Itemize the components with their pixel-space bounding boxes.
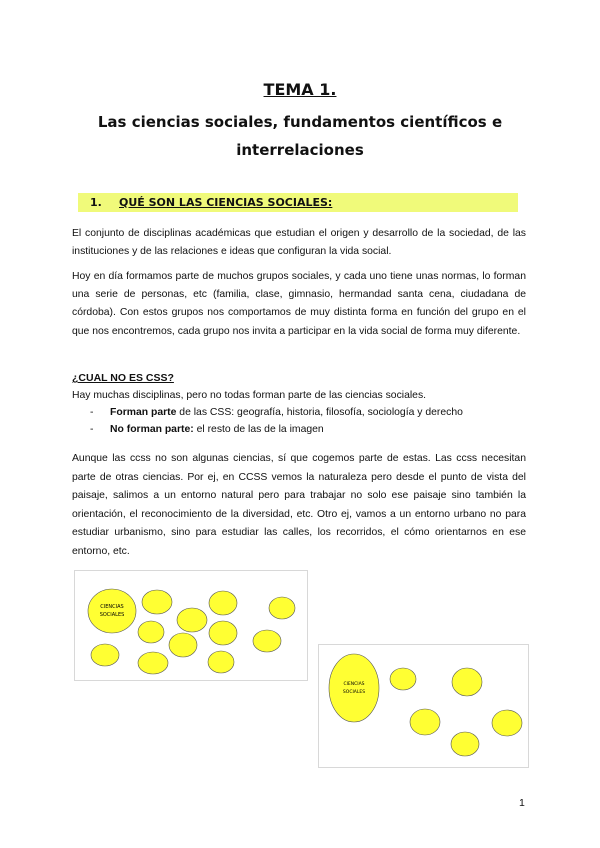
bullet-item — [90, 405, 463, 421]
bullet-bold: No forman parte: — [110, 424, 194, 435]
document-title — [40, 108, 560, 164]
bubble — [452, 668, 482, 696]
bubble — [269, 597, 295, 619]
bubble — [492, 710, 522, 736]
figure-all-disciplines — [74, 570, 308, 681]
bubble — [91, 644, 119, 666]
bubble-main-label-1: CIENCIAS — [343, 682, 365, 687]
bubble — [138, 621, 164, 643]
bubble-main — [329, 654, 379, 722]
subheading-not-css: ¿CUAL NO ES CSS? — [72, 372, 174, 384]
page-number: 1 — [519, 797, 525, 809]
section-heading — [78, 193, 518, 212]
bullet-item — [90, 422, 324, 438]
title-line-1: Las ciencias sociales, fundamentos científicos e — [97, 113, 503, 131]
bubble — [451, 732, 479, 756]
bullet-bold: Forman parte — [110, 407, 177, 418]
tema-title: TEMA 1. — [263, 80, 337, 99]
bubble-main-label-2: SOCIALES — [342, 690, 366, 695]
bullet-dash: - — [90, 407, 94, 418]
bubble — [209, 591, 237, 615]
bubble-main-label-2: SOCIALES — [99, 612, 125, 618]
paragraph-social-groups: Hoy en día formamos parte de muchos grupos sociales, y cada uno tiene unas normas, lo forman una serie de personas, etc (familia, clase, gimnasio, hermandad santa cena, ciudadana de córdoba). Con estos grupos nos comportamos de muy distinta forma en función del grupo en el que nos encontremos, cada grupo nos invita a participar en la vida social de forma muy diferente. — [72, 271, 526, 337]
section-number: 1. — [90, 196, 102, 209]
bubble — [208, 651, 234, 673]
section-title: QUÉ SON LAS CIENCIAS SOCIALES: — [119, 196, 333, 209]
bubble-main-label-1: CIENCIAS — [100, 604, 124, 610]
bubble — [138, 652, 168, 674]
bubble — [390, 668, 416, 690]
bullet-text: de las CSS: geografía, historia, filosofía, sociología y derecho — [176, 407, 463, 418]
bubble — [209, 621, 237, 645]
bubble-diagram-2 — [319, 645, 528, 767]
bubble — [410, 709, 440, 735]
figure-social-sciences — [318, 644, 529, 768]
paragraph-other-sciences: Aunque las ccss no son algunas ciencias, sí que cogemos parte de estas. Las ccss necesitan parte de otras ciencias. Por ej, en CCSS vemos la naturaleza pero desde el punto de vista del paisaje, salimos a un entorno natural pero para trabajar no solo ese paisaje sino también la orientación, el reconocimiento de la diversidad, etc. Otro ej, vamos a un entorno urbano no para estudiar urbanismo, sino para estudiar las calles, los recorridos, el cómo orientarnos en ese entorno, etc. — [72, 453, 526, 557]
paragraph-definition: El conjunto de disciplinas académicas que estudian el origen y desarrollo de la sociedad, de las instituciones y de las relaciones e ideas que configuran la vida social. — [72, 228, 526, 258]
paragraph-disciplines: Hay muchas disciplinas, pero no todas forman parte de las ciencias sociales. — [72, 390, 427, 401]
bubble — [142, 590, 172, 614]
bubble-main — [88, 589, 136, 633]
bubble — [169, 633, 197, 657]
title-line-2: interrelaciones — [236, 141, 364, 159]
bubble — [177, 608, 207, 632]
bubble-diagram-1 — [75, 571, 307, 680]
bullet-text: el resto de las de la imagen — [193, 424, 324, 435]
bullet-dash: - — [90, 424, 94, 435]
bubble — [253, 630, 281, 652]
